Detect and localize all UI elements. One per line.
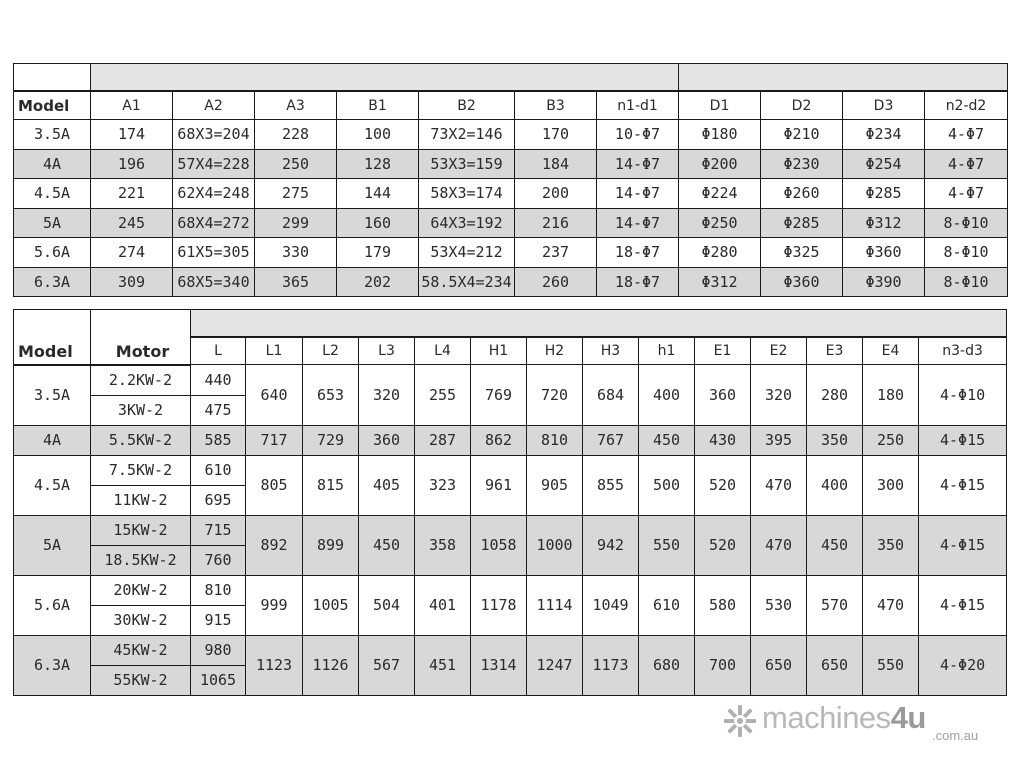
table2-cell: 1114 [527, 575, 583, 635]
table1-cell: 245 [91, 208, 173, 238]
table2-cell: 550 [639, 515, 695, 575]
table1-cell: 14-Φ7 [597, 149, 679, 179]
table2-l-cell: 715 [191, 515, 246, 545]
table1-column-header: B1 [337, 91, 419, 120]
table1-cell: 8-Φ10 [925, 238, 1008, 268]
table2-cell: 1123 [246, 635, 303, 695]
table1-cell: Φ312 [843, 208, 925, 238]
table1-cell: Φ250 [679, 208, 761, 238]
table2-cell: 350 [863, 515, 919, 575]
table2-cell: 862 [471, 425, 527, 455]
table2-cell: 942 [583, 515, 639, 575]
table2-cell: 300 [863, 455, 919, 515]
table1-cell: 14-Φ7 [597, 208, 679, 238]
table1-cell: 221 [91, 179, 173, 209]
table2-model-cell: 6.3A [14, 635, 91, 695]
table2-l-cell: 440 [191, 365, 246, 396]
table1-cell: 128 [337, 149, 419, 179]
table1-cell: 228 [255, 120, 337, 150]
table2-cell: 287 [415, 425, 471, 455]
table2-cell: 520 [695, 515, 751, 575]
table2-row [14, 515, 1007, 545]
table2-cell: 961 [471, 455, 527, 515]
dimension-table-2 [13, 309, 1007, 696]
table2-column-header: H1 [471, 337, 527, 365]
table2-cell: 395 [751, 425, 807, 455]
table1-cell: 8-Φ10 [925, 267, 1008, 297]
table1-cell: Φ285 [843, 179, 925, 209]
table2-cell: 401 [415, 575, 471, 635]
table2-row [14, 425, 1007, 455]
table2-l-cell: 915 [191, 605, 246, 635]
table1-column-header: B2 [419, 91, 515, 120]
table2-cell: 350 [807, 425, 863, 455]
table1-column-header: n1-d1 [597, 91, 679, 120]
table2-cell: 400 [639, 365, 695, 426]
table2-cell: 180 [863, 365, 919, 426]
table2-cell: 451 [415, 635, 471, 695]
table2-l-cell: 475 [191, 395, 246, 425]
table2-cell: 769 [471, 365, 527, 426]
table1-cell: 250 [255, 149, 337, 179]
table1-cell: Φ234 [843, 120, 925, 150]
table1-cell: 144 [337, 179, 419, 209]
table2-cell: 640 [246, 365, 303, 426]
table1-cell: 68X4=272 [173, 208, 255, 238]
table1-cell: 160 [337, 208, 419, 238]
table1-cell: 8-Φ10 [925, 208, 1008, 238]
table1-column-header: B3 [515, 91, 597, 120]
table2-cell: 405 [359, 455, 415, 515]
table2-cell: 805 [246, 455, 303, 515]
table2-banner-row [14, 310, 1007, 338]
table2-cell: 504 [359, 575, 415, 635]
table2-cell: 250 [863, 425, 919, 455]
table2-motor-cell: 18.5KW-2 [91, 545, 191, 575]
gear-icon [722, 703, 758, 739]
table2-cell: 650 [751, 635, 807, 695]
table2-cell: 684 [583, 365, 639, 426]
table1-cell: 200 [515, 179, 597, 209]
table2-l-cell: 760 [191, 545, 246, 575]
table2-cell: 767 [583, 425, 639, 455]
table2-cell: 4-Φ15 [919, 575, 1007, 635]
table1-cell: Φ180 [679, 120, 761, 150]
table1-banner-d [679, 64, 1008, 92]
table2-cell: 450 [639, 425, 695, 455]
table2-cell: 280 [807, 365, 863, 426]
table1-column-header: D1 [679, 91, 761, 120]
table1-cell: 216 [515, 208, 597, 238]
table1-cell: 58.5X4=234 [419, 267, 515, 297]
table2-cell: 1173 [583, 635, 639, 695]
table2-cell: 815 [303, 455, 359, 515]
table2-cell: 1000 [527, 515, 583, 575]
table2-cell: 729 [303, 425, 359, 455]
table2-column-header: L4 [415, 337, 471, 365]
table2-cell: 1178 [471, 575, 527, 635]
table2-column-header: h1 [639, 337, 695, 365]
table2-cell: 400 [807, 455, 863, 515]
table2-column-header: n3-d3 [919, 337, 1007, 365]
table2-cell: 4-Φ15 [919, 425, 1007, 455]
table1-model-cell: 6.3A [14, 267, 91, 297]
table2-l-cell: 695 [191, 485, 246, 515]
table1-cell: Φ360 [843, 238, 925, 268]
table1-cell: Φ260 [761, 179, 843, 209]
table2-column-header: H3 [583, 337, 639, 365]
table1-banner-row [14, 64, 1008, 92]
table2-cell: 500 [639, 455, 695, 515]
table1-cell: 4-Φ7 [925, 120, 1008, 150]
table2-cell: 567 [359, 635, 415, 695]
table2-model-cell: 5A [14, 515, 91, 575]
table2-cell: 1247 [527, 635, 583, 695]
table2-cell: 430 [695, 425, 751, 455]
table1-row [14, 179, 1008, 209]
table1-cell: Φ254 [843, 149, 925, 179]
table1-cell: Φ210 [761, 120, 843, 150]
table2-model-cell: 3.5A [14, 365, 91, 426]
table2-cell: 570 [807, 575, 863, 635]
table2-cell: 855 [583, 455, 639, 515]
table1-cell: 184 [515, 149, 597, 179]
table1-model-cell: 4A [14, 149, 91, 179]
table1-row [14, 238, 1008, 268]
table2-cell: 360 [695, 365, 751, 426]
table2-motor-cell: 45KW-2 [91, 635, 191, 665]
table2-motor-cell: 3KW-2 [91, 395, 191, 425]
table2-column-header: H2 [527, 337, 583, 365]
table1-cell: 170 [515, 120, 597, 150]
table2-motor-cell: 20KW-2 [91, 575, 191, 605]
table2-cell: 1126 [303, 635, 359, 695]
table2-banner [191, 310, 1007, 338]
table1-model-cell: 5.6A [14, 238, 91, 268]
table2-model-cell: 4A [14, 425, 91, 455]
table2-cell: 323 [415, 455, 471, 515]
table2-cell: 1005 [303, 575, 359, 635]
table2-motor-cell: 7.5KW-2 [91, 455, 191, 485]
table1-row [14, 267, 1008, 297]
table2-cell: 520 [695, 455, 751, 515]
table2-l-cell: 1065 [191, 665, 246, 695]
table1-cell: Φ325 [761, 238, 843, 268]
table1-cell: 68X5=340 [173, 267, 255, 297]
table1-cell: 196 [91, 149, 173, 179]
table2-l-cell: 585 [191, 425, 246, 455]
table1-column-header: n2-d2 [925, 91, 1008, 120]
table2-cell: 470 [751, 515, 807, 575]
table1-cell: 4-Φ7 [925, 149, 1008, 179]
table2-cell: 899 [303, 515, 359, 575]
table1-cell: 274 [91, 238, 173, 268]
table2-row [14, 575, 1007, 605]
table1-cell: 100 [337, 120, 419, 150]
table1-banner-a [91, 64, 679, 92]
table2-row [14, 455, 1007, 485]
table1-cell: Φ200 [679, 149, 761, 179]
table2-cell: 4-Φ10 [919, 365, 1007, 426]
table2-cell: 580 [695, 575, 751, 635]
table1-cell: 73X2=146 [419, 120, 515, 150]
table2-l-cell: 610 [191, 455, 246, 485]
table2-cell: 320 [751, 365, 807, 426]
table1-cell: Φ285 [761, 208, 843, 238]
table2-cell: 360 [359, 425, 415, 455]
table1-model-cell: 5A [14, 208, 91, 238]
table2-l-cell: 980 [191, 635, 246, 665]
table2-cell: 358 [415, 515, 471, 575]
table1-cell: 62X4=248 [173, 179, 255, 209]
table2-l-cell: 810 [191, 575, 246, 605]
table1-cell: Φ230 [761, 149, 843, 179]
table1-cell: 10-Φ7 [597, 120, 679, 150]
table2-cell: 700 [695, 635, 751, 695]
table2-column-header: E1 [695, 337, 751, 365]
table1-cell: Φ360 [761, 267, 843, 297]
table1-cell: 365 [255, 267, 337, 297]
table1-cell: 309 [91, 267, 173, 297]
table2-column-header: E2 [751, 337, 807, 365]
table2-cell: 610 [639, 575, 695, 635]
table2-cell: 717 [246, 425, 303, 455]
table1-column-header: D2 [761, 91, 843, 120]
table2-column-header: L1 [246, 337, 303, 365]
table2-cell: 255 [415, 365, 471, 426]
table1-cell: 18-Φ7 [597, 267, 679, 297]
table1-column-header: A2 [173, 91, 255, 120]
table1-cell: 299 [255, 208, 337, 238]
table1-cell: 53X4=212 [419, 238, 515, 268]
table2-row [14, 365, 1007, 396]
table1-column-header: A3 [255, 91, 337, 120]
table2-motor-cell: 11KW-2 [91, 485, 191, 515]
table2-cell: 4-Φ15 [919, 515, 1007, 575]
table1-column-header: A1 [91, 91, 173, 120]
dimension-table-1 [13, 63, 1008, 297]
brand-name: machines4u [762, 700, 926, 735]
table2-column-header: E3 [807, 337, 863, 365]
table2-motor-cell: 5.5KW-2 [91, 425, 191, 455]
table1-cell: 58X3=174 [419, 179, 515, 209]
table2-cell: 1058 [471, 515, 527, 575]
table2-cell: 470 [751, 455, 807, 515]
table1-cell: 174 [91, 120, 173, 150]
table1-row [14, 120, 1008, 150]
brand-domain: .com.au [932, 728, 979, 743]
table1-cell: Φ390 [843, 267, 925, 297]
table2-cell: 450 [359, 515, 415, 575]
table2-cell: 999 [246, 575, 303, 635]
table1-column-header: D3 [843, 91, 925, 120]
table1-cell: 64X3=192 [419, 208, 515, 238]
table1-cell: 179 [337, 238, 419, 268]
table1-corner [14, 64, 91, 92]
table2-cell: 550 [863, 635, 919, 695]
table2-cell: 905 [527, 455, 583, 515]
motor-header: Motor [91, 310, 191, 365]
model-header: Model [14, 91, 91, 120]
table1-cell: 53X3=159 [419, 149, 515, 179]
table2-cell: 4-Φ20 [919, 635, 1007, 695]
table1-cell: 237 [515, 238, 597, 268]
table1-cell: Φ224 [679, 179, 761, 209]
table2-row [14, 635, 1007, 665]
table1-cell: 275 [255, 179, 337, 209]
table1-cell: 18-Φ7 [597, 238, 679, 268]
table1-cell: 57X4=228 [173, 149, 255, 179]
table1-model-cell: 3.5A [14, 120, 91, 150]
table1-cell: 4-Φ7 [925, 179, 1008, 209]
table1-cell: 61X5=305 [173, 238, 255, 268]
table2-cell: 720 [527, 365, 583, 426]
table2-cell: 530 [751, 575, 807, 635]
table2-column-header: L2 [303, 337, 359, 365]
table2-cell: 320 [359, 365, 415, 426]
table1-header-row [14, 91, 1008, 120]
table2-cell: 650 [807, 635, 863, 695]
table1-cell: 14-Φ7 [597, 179, 679, 209]
table2-column-header: L3 [359, 337, 415, 365]
table1-row [14, 149, 1008, 179]
table2-model-cell: 4.5A [14, 455, 91, 515]
table2-cell: 450 [807, 515, 863, 575]
model-header: Model [14, 310, 91, 365]
table1-cell: Φ280 [679, 238, 761, 268]
table1-cell: 202 [337, 267, 419, 297]
table2-cell: 1314 [471, 635, 527, 695]
table2-column-header: E4 [863, 337, 919, 365]
table2-cell: 892 [246, 515, 303, 575]
table2-cell: 470 [863, 575, 919, 635]
table2-column-header: L [191, 337, 246, 365]
table1-cell: 68X3=204 [173, 120, 255, 150]
table1-row [14, 208, 1008, 238]
table2-cell: 810 [527, 425, 583, 455]
table2-cell: 653 [303, 365, 359, 426]
table2-motor-cell: 15KW-2 [91, 515, 191, 545]
table2-motor-cell: 30KW-2 [91, 605, 191, 635]
table2-cell: 4-Φ15 [919, 455, 1007, 515]
table1-model-cell: 4.5A [14, 179, 91, 209]
table2-motor-cell: 55KW-2 [91, 665, 191, 695]
table1-cell: 330 [255, 238, 337, 268]
table2-cell: 1049 [583, 575, 639, 635]
table2-motor-cell: 2.2KW-2 [91, 365, 191, 396]
table2-cell: 680 [639, 635, 695, 695]
table1-cell: 260 [515, 267, 597, 297]
table2-model-cell: 5.6A [14, 575, 91, 635]
table1-cell: Φ312 [679, 267, 761, 297]
watermark-logo [722, 700, 992, 746]
